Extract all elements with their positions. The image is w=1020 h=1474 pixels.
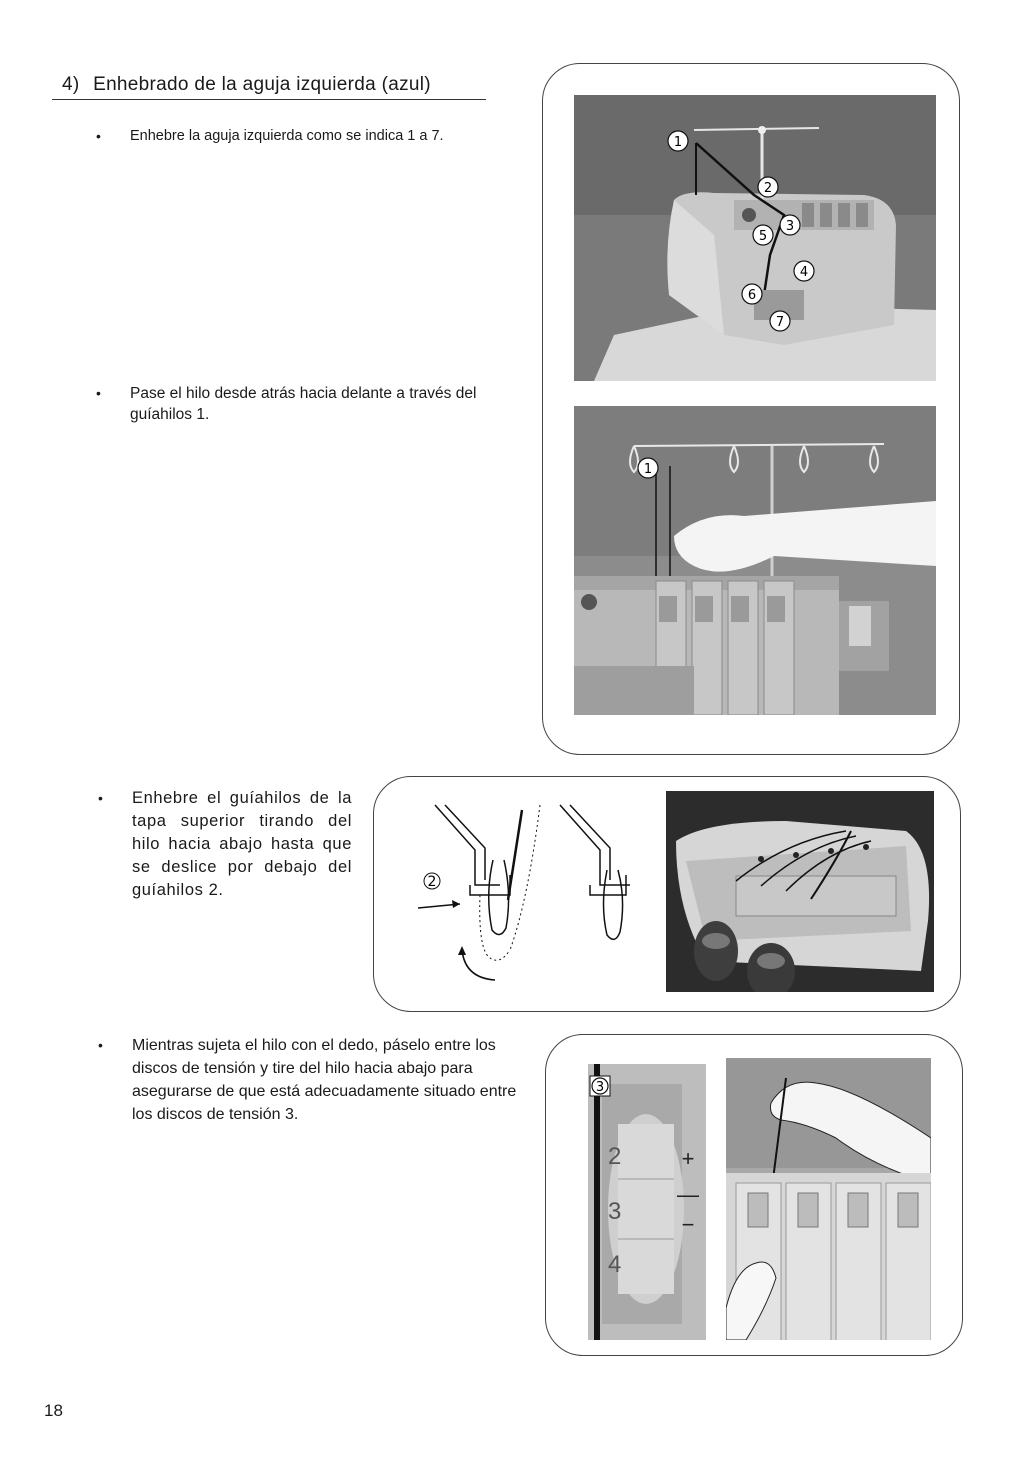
callout-7 [770, 311, 790, 331]
svg-text:1: 1 [643, 462, 653, 477]
svg-text:3: 3 [785, 219, 795, 234]
guide-callouts [574, 406, 936, 715]
section-number: 4) [62, 74, 80, 95]
svg-text:5: 5 [758, 229, 768, 244]
step-4-text: Mientras sujeta el hilo con el dedo, páselo entre los discos de tensión y tire del hilo hacia abajo para asegurarse de que está adecuadamente situado entre los discos de tensión 3. [132, 1037, 517, 1123]
step-2 [96, 383, 520, 425]
dial-number-3: 3 [608, 1198, 622, 1225]
tension-hand-photo [726, 1058, 931, 1340]
dial-number-4: 4 [608, 1251, 622, 1278]
section-title: Enhebrado de la aguja izquierda (azul) [93, 74, 431, 95]
svg-text:1: 1 [673, 135, 683, 150]
dial-sign-plus: + [681, 1146, 695, 1171]
svg-text:7: 7 [775, 315, 785, 330]
svg-text:6: 6 [747, 288, 757, 303]
callout-5 [753, 225, 773, 245]
callout-1 [668, 131, 688, 151]
top-cover-guide-photo [666, 791, 934, 992]
dial-sign-dash: — [677, 1182, 699, 1207]
callout-4 [794, 261, 814, 281]
page-number: 18 [44, 1401, 63, 1420]
callout-1 [638, 458, 658, 478]
overview-callouts [574, 95, 936, 381]
dial-number-2: 2 [608, 1143, 622, 1170]
dial-sign-minus: − [681, 1212, 695, 1237]
bullet-dot: • [96, 385, 101, 401]
step-4 [98, 1034, 517, 1126]
svg-text:2: 2 [763, 181, 773, 196]
callout-2 [758, 177, 778, 197]
bullet-dot: • [98, 790, 104, 806]
step-3 [98, 787, 352, 902]
step-3-text: Enhebre el guíahilos de la tapa superior tirando del hilo hacia abajo hasta que se deslice por debajo del guíahilos 2. [132, 789, 352, 899]
bullet-dot: • [96, 128, 101, 144]
callout-6 [742, 284, 762, 304]
dial-labels [588, 1064, 706, 1340]
svg-text:4: 4 [799, 265, 809, 280]
callout-3 [780, 215, 800, 235]
bullet-dot: • [98, 1037, 103, 1053]
callout-2: 2 [427, 874, 437, 890]
thread-guide-diagram [400, 800, 645, 990]
step-1 [96, 126, 530, 147]
step-1-text: Enhebre la aguja izquierda como se indica 1 a 7. [130, 128, 444, 144]
callout-3: 3 [595, 1080, 605, 1095]
section-heading [52, 74, 486, 100]
step-2-text: Pase el hilo desde atrás hacia delante a través del guíahilos 1. [130, 385, 477, 423]
